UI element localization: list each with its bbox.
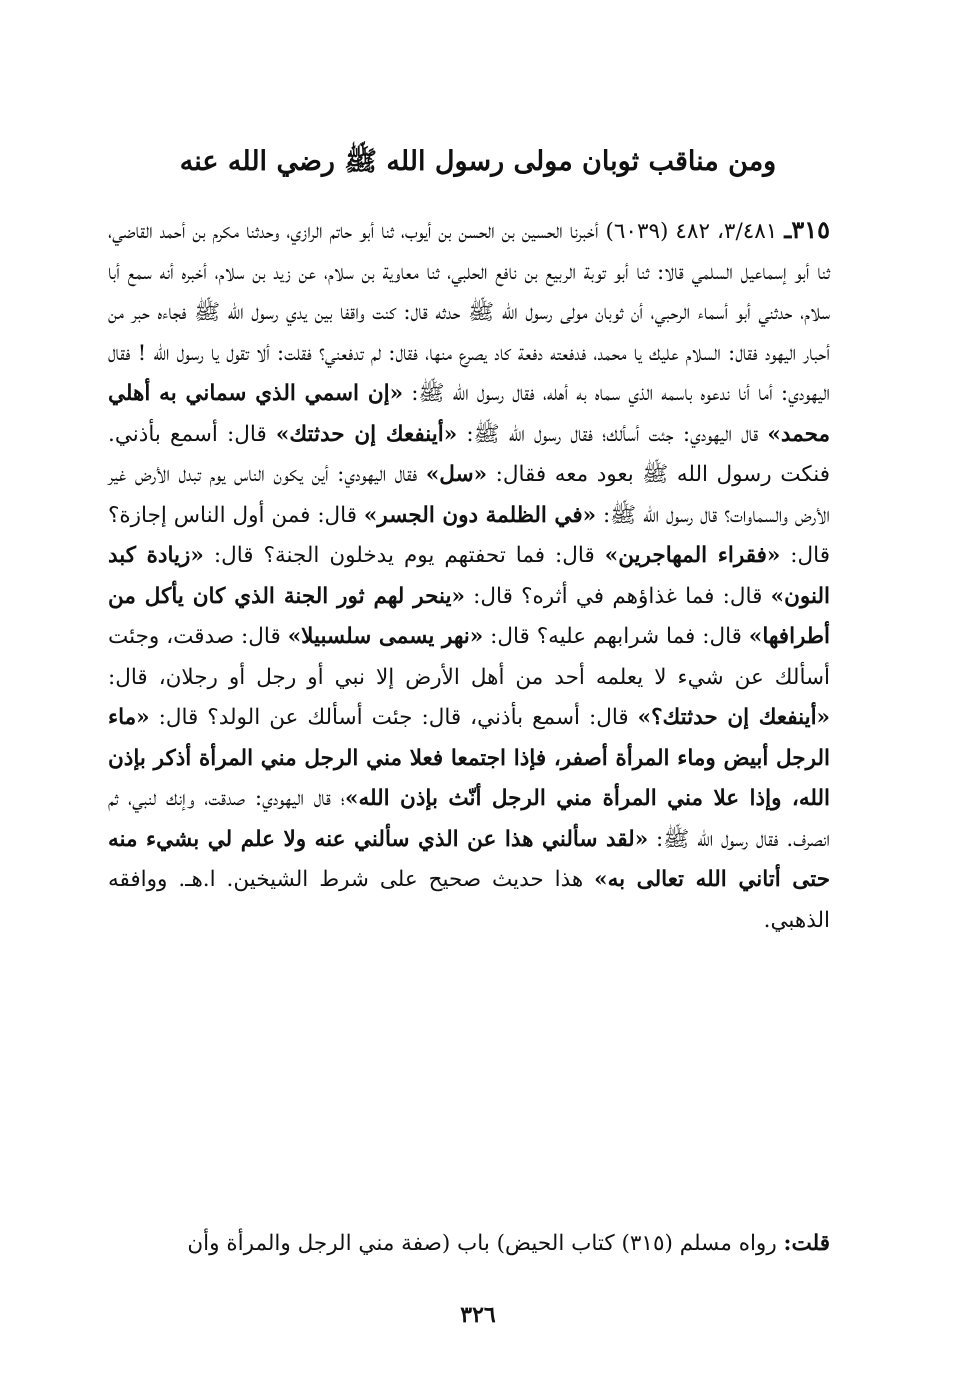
hadith-quote: «لقد سألني هذا عن الذي سألني عنه ولا علم لي بشيء منه حتى أتاني الله تعالى به» [108, 826, 831, 892]
hadith-segment: قال: فما شرابهم عليه؟ قال: [483, 624, 749, 649]
hadith-quote: «نهر يسمى سلسبيلا» [287, 624, 484, 649]
hadith-quote: «زيادة كبد النون» [108, 543, 830, 609]
hadith-quote: «ينحر لهم ثور الجنة الذي كان يأكل من أطرافها» [108, 583, 831, 649]
hadith-segment: قال: فما غذاؤهم في أثره؟ قال: [464, 583, 771, 609]
hadith-quote: «سل» [425, 462, 488, 487]
page-number: ٣٢٦ [460, 1302, 496, 1328]
hadith-segment: فقال اليهودي: أين يكون الناس يوم تبدل الأرض غير الأرض والسماوات؟ قال رسول الله ﷺ: [108, 462, 830, 528]
editor-note [108, 1224, 830, 1264]
hadith-quote: «في الظلمة دون الجسر» [363, 502, 597, 528]
hadith-segment: هذا حديث صحيح على شرط الشيخين. ا.هـ. ووافقه الذهبي. [108, 867, 830, 933]
hadith-quote: «إن اسمي الذي سماني به أهلي محمد» [108, 381, 830, 447]
hadith-number: ٣١٥ـ [784, 215, 830, 244]
note-label: قلت: [783, 1231, 830, 1256]
note-text: رواه مسلم (٣١٥) كتاب الحيض) باب (صفة مني الرجل والمرأة وأن [187, 1231, 784, 1256]
hadith-segment: قال اليهودي: جئت أسألك؛ فقال رسول الله ﷺ: [457, 421, 768, 447]
hadith-segment: قال: أسمع بأذني، قال: جئت أسألك عن الولد؟ قال: [149, 705, 638, 730]
hadith-paragraph [108, 210, 830, 941]
hadith-segment: قال: أسمع بأذني. فنكت رسول الله ﷺ بعود معه فقال: [108, 421, 830, 487]
hadith-quote: «فقراء المهاجرين» [604, 543, 781, 568]
hadith-quote: «أينفعك إن حدثتك؟» [637, 705, 830, 730]
section-heading: ومن مناقب ثوبان مولى رسول الله ﷺ رضي الله عنه [179, 146, 777, 177]
hadith-quote: «أينفعك إن حدثتك» [275, 421, 458, 447]
hadith-segment: قال: صدقت، وجئت أسألك عن شيء لا يعلمه أحد من أهل الأرض إلا نبي أو رجل أو رجلان، قال: [108, 624, 830, 690]
hadith-segment: قال: فمن أول الناس إجازة؟ قال: [108, 502, 830, 568]
hadith-segment: ٣/٤٨١، ٤٨٢ (٦٠٣٩) أخبرنا الحسين بن الحسن بن أيوب، ثنا أبو حاتم الرازي، وحدثنا مكرم بن أحمد القاضي، ثنا أبو إسماعيل السلمي قالا: ثنا أبو توبة الربيع بن نافع الحلبي، ثنا معاوية بن سلام، عن زيد بن سلام، أخبره أنه سمع أبا سلام، حدثني أبو أسماء الرحبي، أن ثوبان مولى رسول الله ﷺ حدثه قال: كنت واقفا بين يدي رسول الله ﷺ فجاءه حبر من أحبار اليهود فقال: السلام عليك يا محمد، فدفعته دفعة كاد يصرع منها، فقال: لم تدفعني؟ فقلت: ألا تقول يا رسول الله ! فقال اليهودي: أما أنا ندعوه باسمه الذي سماه به أهله، فقال رسول الله ﷺ: [108, 219, 830, 406]
hadith-segment: قال: فما تحفتهم يوم يدخلون الجنة؟ قال: [203, 543, 605, 568]
hadith-segment: ؛ قال اليهودي: صدقت، وإنك لنبي، ثم انصرف. فقال رسول الله ﷺ: [108, 786, 830, 852]
hadith-quote: «ماء الرجل أبيض وماء المرأة أصفر، فإذا اجتمعا فعلا مني الرجل مني المرأة أذكر بإذن الله، وإذا علا مني المرأة مني الرجل أنّث بإذن الله» [108, 705, 830, 811]
